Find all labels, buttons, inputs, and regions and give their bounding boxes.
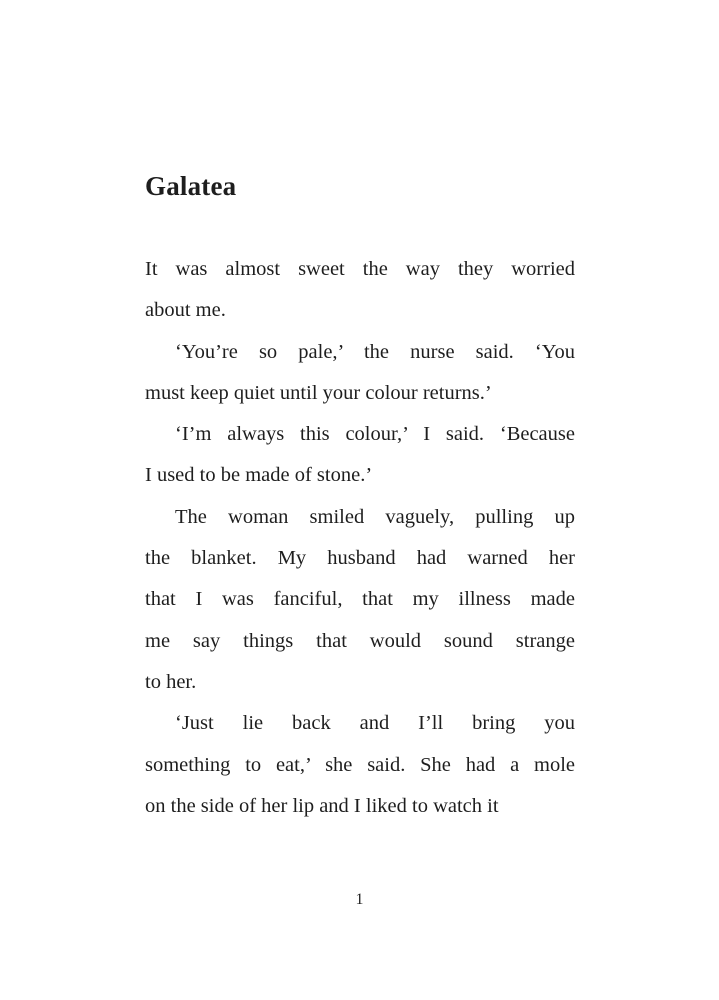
chapter-title: Galatea: [145, 171, 237, 201]
text-line: about me.: [145, 299, 226, 322]
text-line: I used to be made of stone.’: [145, 464, 373, 487]
text-line: on the side of her lip and I liked to watch it: [145, 794, 499, 817]
text-line: ‘You’re so pale,’ the nurse said. ‘You: [175, 340, 575, 363]
text-line: to her.: [145, 670, 197, 693]
text-line: The woman smiled vaguely, pulling up: [175, 505, 575, 528]
page-number: 1: [355, 891, 364, 908]
text-line: that I was fanciful, that my illness made: [145, 588, 575, 611]
text-line: It was almost sweet the way they worried: [145, 258, 575, 280]
text-line: something to eat,’ she said. She had a mole: [145, 753, 575, 776]
text-line: ‘Just lie back and I’ll bring you: [175, 712, 575, 735]
text-line: me say things that would sound strange: [145, 629, 575, 652]
text-line: must keep quiet until your colour returns.’: [145, 381, 492, 404]
text-line: the blanket. My husband had warned her: [145, 547, 575, 570]
text-line: ‘I’m always this colour,’ I said. ‘Because: [175, 423, 575, 446]
body-text: [145, 249, 575, 827]
